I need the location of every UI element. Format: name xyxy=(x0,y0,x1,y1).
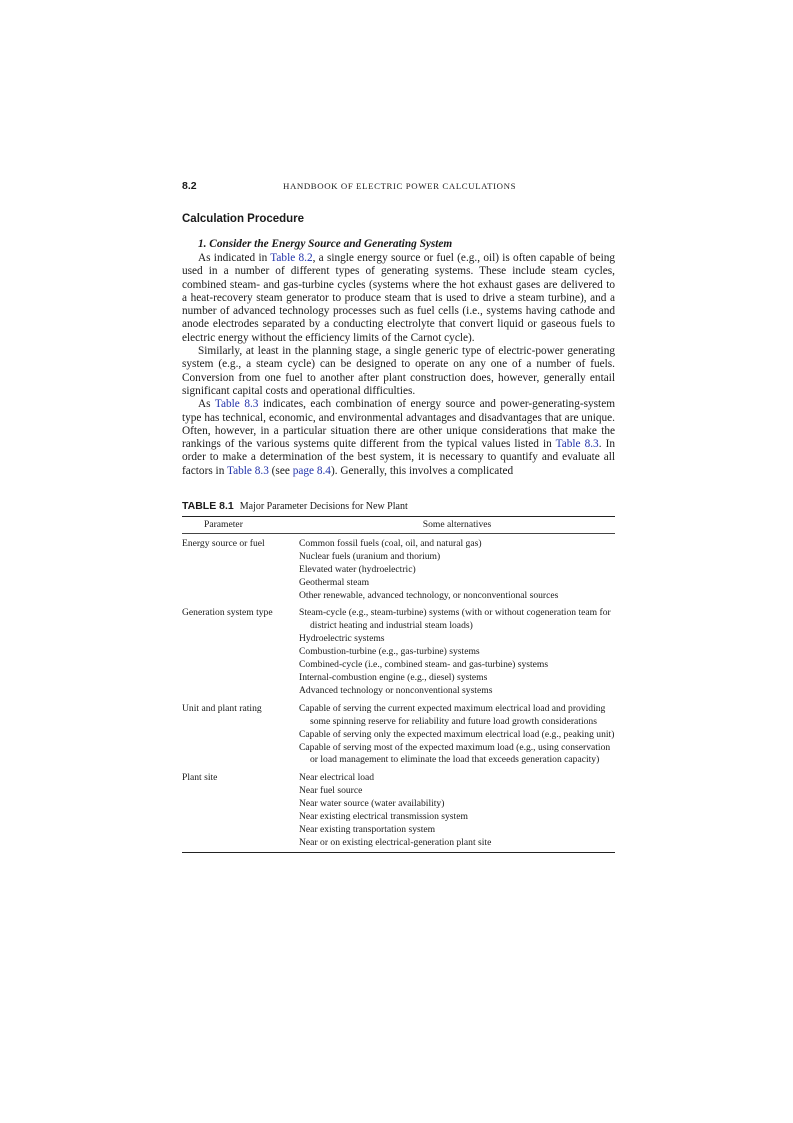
alternatives-cell xyxy=(299,768,615,852)
cross-reference-link[interactable]: Table 8.2 xyxy=(270,252,313,264)
paragraph-text: ). Generally, this involves a complicated xyxy=(330,464,514,477)
alternative-item: Combustion-turbine (e.g., gas-turbine) systems xyxy=(299,646,480,658)
alternative-item: Common fossil fuels (coal, oil, and natural gas) xyxy=(299,537,482,549)
body-text xyxy=(182,252,615,478)
alternative-item: Capable of serving the current expected maximum electrical load and providing some spinning reserve for reliability and future load growth considerations xyxy=(299,702,606,727)
alternative-item: Near existing transportation system xyxy=(299,823,436,835)
body-paragraph xyxy=(182,398,615,478)
alternative-item: Near existing electrical transmission system xyxy=(299,811,468,823)
alternative-item: Near water source (water availability) xyxy=(299,798,445,810)
step-heading: 1. Consider the Energy Source and Generating System xyxy=(198,238,453,250)
parameter-cell: Generation system type xyxy=(182,607,273,619)
alternative-item: Internal-combustion engine (e.g., diesel) systems xyxy=(299,672,488,684)
table-row xyxy=(182,699,615,769)
column-header-parameter: Parameter xyxy=(182,517,299,534)
alternative-item: Capable of serving most of the expected maximum load (e.g., using conservation or load management to eliminate the load that exceeds generation capacity) xyxy=(299,741,611,766)
alternative-item: Near fuel source xyxy=(299,785,363,797)
paragraph-text: . In order to make a determination of the best system, it is necessary to quantify and evaluate all factors in xyxy=(182,438,615,477)
column-header-alternatives: Some alternatives xyxy=(299,517,615,534)
alternatives-cell xyxy=(299,533,615,603)
parameter-cell: Energy source or fuel xyxy=(182,537,265,549)
cross-reference-link[interactable]: page 8.4 xyxy=(292,464,331,477)
alternative-item: Steam-cycle (e.g., steam-turbine) systems (with or without cogeneration team for district heating and industrial steam loads) xyxy=(299,607,611,632)
table-body xyxy=(182,533,615,852)
body-paragraph xyxy=(182,252,615,345)
alternative-item: Combined-cycle (i.e., combined steam- and gas-turbine) systems xyxy=(299,659,549,671)
alternative-item: Nuclear fuels (uranium and thorium) xyxy=(299,550,441,562)
cross-reference-link[interactable]: Table 8.3 xyxy=(555,438,599,451)
table-caption xyxy=(182,496,615,516)
alternatives-cell xyxy=(299,603,615,698)
alternative-item: Near or on existing electrical-generation plant site xyxy=(299,836,492,848)
paragraph-text: Similarly, at least in the planning stage, a single generic type of electric-power generating system (e.g., a steam cycle) can be designed to operate on any one of a number of fuels. Conversion from one fuel to another after plant construction does, however, generally entail significant capital costs and operational difficulties. xyxy=(182,345,615,397)
running-title: HANDBOOK OF ELECTRIC POWER CALCULATIONS xyxy=(283,181,517,191)
alternative-item: Capable of serving only the expected maximum electrical load (e.g., peaking unit) xyxy=(299,728,615,740)
parameter-table xyxy=(182,516,615,853)
paragraph-text: As xyxy=(198,398,215,411)
alternative-item: Hydroelectric systems xyxy=(299,633,385,645)
parameter-cell: Unit and plant rating xyxy=(182,702,262,714)
alternative-item: Advanced technology or nonconventional systems xyxy=(299,684,493,696)
alternative-item: Elevated water (hydroelectric) xyxy=(299,563,416,575)
cross-reference-link[interactable]: Table 8.3 xyxy=(226,464,269,477)
alternatives-cell xyxy=(299,699,615,769)
table-label: TABLE 8.1 xyxy=(182,500,234,513)
table-row xyxy=(182,768,615,852)
section-title: Calculation Procedure xyxy=(182,213,305,225)
paragraph-text: , a single energy source or fuel (e.g., oil) is often capable of being used in a number of different types of generating systems. These include steam cycles, combined steam- and gas-turbine cycles (systems where the hot exhaust gases are delivered to a heat-recovery steam generator to produce steam that is used to drive a steam turbine), and a number of advanced technology processes such as fuel cells (i.e., systems having cathode and anode electrodes separated by a conducting electrolyte that convert liquid or gaseous fuels to electric energy without the efficiency limits of the Carnot cycle). xyxy=(182,252,616,344)
body-paragraph xyxy=(182,345,615,398)
parameter-cell: Plant site xyxy=(182,768,299,852)
paragraph-text: (see xyxy=(268,464,293,477)
cross-reference-link[interactable]: Table 8.3 xyxy=(214,398,259,411)
paragraph-text: As indicated in xyxy=(198,252,271,264)
paragraph-text: indicates, each combination of energy source and power-generating-system type has technical, economic, and environmental advantages and disadvantages that are unique. Often, however, in a particular situation there are other unique considerations that make the rankings of the various systems quite different from the typical values listed in xyxy=(182,398,615,451)
table-header-row xyxy=(182,517,615,534)
table-row xyxy=(182,603,615,698)
page-header xyxy=(182,180,615,196)
page xyxy=(182,180,615,853)
table-row xyxy=(182,533,615,603)
alternative-item: Geothermal steam xyxy=(299,576,370,588)
alternative-item: Other renewable, advanced technology, or nonconventional sources xyxy=(299,589,559,601)
page-number: 8.2 xyxy=(182,180,197,192)
alternative-item: Near electrical load xyxy=(299,772,375,784)
table-8-1 xyxy=(182,496,615,853)
table-caption-text: Major Parameter Decisions for New Plant xyxy=(239,501,408,513)
